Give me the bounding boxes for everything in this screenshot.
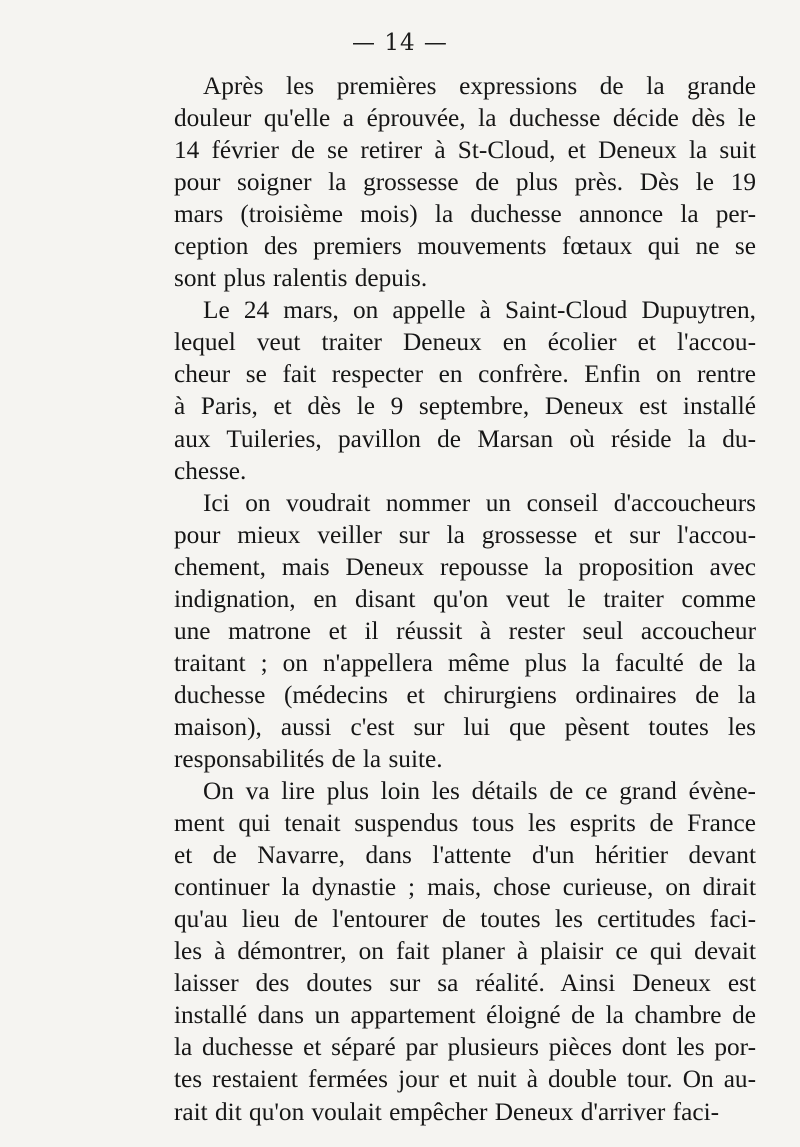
- text-line: duchesse (médecins et chirurgiens ordinaires de la: [174, 680, 756, 709]
- text-line: mars (troisième mois) la duchesse annonce la per-: [174, 200, 756, 229]
- text-line: et de Navarre, dans l'attente d'un héritier devant: [174, 841, 756, 870]
- text-line: Ici on voudrait nommer un conseil d'accoucheurs: [203, 488, 756, 517]
- text-line: chement, mais Deneux repousse la proposition avec: [174, 552, 756, 581]
- text-line: à Paris, et dès le 9 septembre, Deneux est installé: [174, 392, 756, 421]
- text-line: 14 février de se retirer à St-Cloud, et Deneux la suit: [174, 136, 756, 165]
- text-line: Le 24 mars, on appelle à Saint-Cloud Dupuytren,: [203, 296, 756, 325]
- text-line: tes restaient fermées jour et nuit à double tour. On au-: [174, 1065, 756, 1094]
- text-line: une matrone et il réussit à rester seul accoucheur: [174, 616, 756, 645]
- text-line: ception des premiers mouvements fœtaux qui ne se: [174, 232, 756, 261]
- text-line: installé dans un appartement éloigné de la chambre de: [174, 1001, 756, 1030]
- text-line: indignation, en disant qu'on veut le traiter comme: [174, 584, 756, 613]
- paragraph: [174, 70, 756, 294]
- text-line: pour soigner la grossesse de plus près. Dès le 19: [174, 168, 756, 197]
- text-line: les à démontrer, on fait planer à plaisir ce qui devait: [174, 937, 756, 966]
- text-line: responsabilités de la suite.: [174, 744, 443, 773]
- body-text: [174, 70, 756, 1128]
- text-line: ment qui tenait suspendus tous les esprits de France: [174, 809, 756, 838]
- text-line: cheur se fait respecter en confrère. Enfin on rentre: [174, 360, 756, 389]
- text-line: chesse.: [174, 456, 247, 485]
- text-line: lequel veut traiter Deneux en écolier et l'accou-: [174, 328, 756, 357]
- paragraph: [174, 487, 756, 775]
- text-line: qu'au lieu de l'entourer de toutes les certitudes faci-: [174, 905, 756, 934]
- text-line: continuer la dynastie ; mais, chose curieuse, on dirait: [174, 873, 756, 902]
- text-line: sont plus ralentis depuis.: [174, 264, 428, 293]
- text-line: Après les premières expressions de la grande: [203, 72, 756, 100]
- text-line: On va lire plus loin les détails de ce grand évène-: [203, 777, 756, 806]
- text-line: maison), aussi c'est sur lui que pèsent toutes les: [174, 712, 756, 741]
- text-line: pour mieux veiller sur la grossesse et sur l'accou-: [174, 520, 756, 549]
- text-line: rait dit qu'on voulait empêcher Deneux d'arriver faci-: [174, 1097, 720, 1126]
- text-line: la duchesse et séparé par plusieurs pièces dont les por-: [174, 1033, 756, 1062]
- text-line: traitant ; on n'appellera même plus la faculté de la: [174, 648, 756, 677]
- page-number: — 14 —: [352, 30, 448, 56]
- text-line: laisser des doutes sur sa réalité. Ainsi Deneux est: [174, 969, 756, 998]
- text-line: douleur qu'elle a éprouvée, la duchesse décide dès le: [174, 104, 756, 133]
- paragraph: [174, 775, 756, 1128]
- text-line: aux Tuileries, pavillon de Marsan où réside la du-: [174, 424, 756, 453]
- paragraph: [174, 294, 756, 486]
